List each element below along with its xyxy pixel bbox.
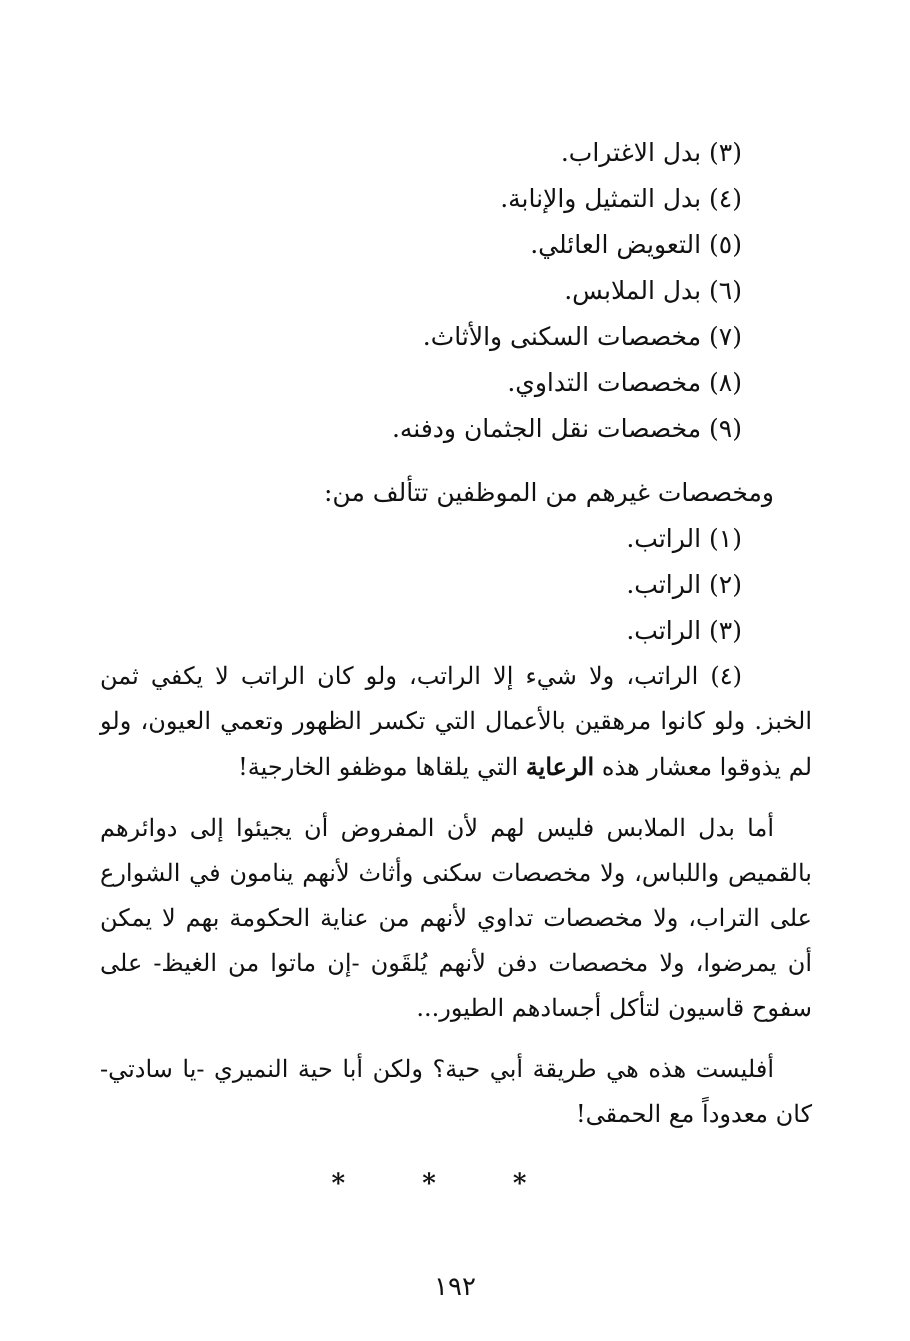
paragraph-salary-only bbox=[100, 654, 812, 790]
list-item: (٣) بدل الاغتراب. bbox=[560, 138, 742, 167]
paragraph-text: التي يلقاها موظفو الخارجية! bbox=[238, 753, 526, 781]
list-item: (٤) بدل التمثيل والإنابة. bbox=[500, 184, 742, 213]
page-number: ١٩٢ bbox=[434, 1272, 476, 1302]
list-item: (٣) الراتب. bbox=[626, 616, 742, 645]
lead-sentence: ومخصصات غيرهم من الموظفين تتألف من: bbox=[323, 478, 774, 507]
paragraph-clothing-allowance: أما بدل الملابس فليس لهم لأن المفروض أن يجيئوا إلى دوائرهم بالقميص واللباس، ولا مخصصات سكنى وأثاث لأنهم ينامون في الشوارع على التراب، ولا مخصصات تداوي لأنهم من عناية الحكومة بهم لا يمكن أن يمرضوا، ولا مخصصات دفن لأنهم يُلقَون -إن ماتوا من الغيظ- على سفوح قاسيون لتأكل أجسادهم الطيور... bbox=[100, 814, 812, 1022]
emphasized-word: الرعاية bbox=[525, 752, 595, 781]
allowances-list bbox=[100, 130, 812, 452]
salary-list bbox=[100, 516, 812, 654]
section-separator: * * * bbox=[331, 1169, 561, 1199]
paragraph-text: (٤) الراتب، ولا شيء إلا الراتب، ولو كان الراتب لا يكفي ثمن الخبز. ولو كانوا مرهقين بالأعمال التي تكسر الظهور وتعمي العيون، ولو لم يذوقوا معشار هذه bbox=[100, 662, 812, 781]
list-item: (٦) بدل الملابس. bbox=[564, 276, 742, 305]
list-item: (٩) مخصصات نقل الجثمان ودفنه. bbox=[391, 414, 742, 443]
list-item: (٢) الراتب. bbox=[626, 570, 742, 599]
page-content bbox=[100, 130, 812, 1199]
list-item: (٨) مخصصات التداوي. bbox=[507, 368, 742, 397]
list-item: (١) الراتب. bbox=[626, 524, 742, 553]
paragraph-abu-hayya: أفليست هذه هي طريقة أبي حية؟ ولكن أبا حية النميري -يا سادتي- كان معدوداً مع الحمقى! bbox=[100, 1055, 812, 1128]
list-item: (٧) مخصصات السكنى والأثاث. bbox=[422, 322, 742, 351]
list-item: (٥) التعويض العائلي. bbox=[530, 230, 742, 259]
